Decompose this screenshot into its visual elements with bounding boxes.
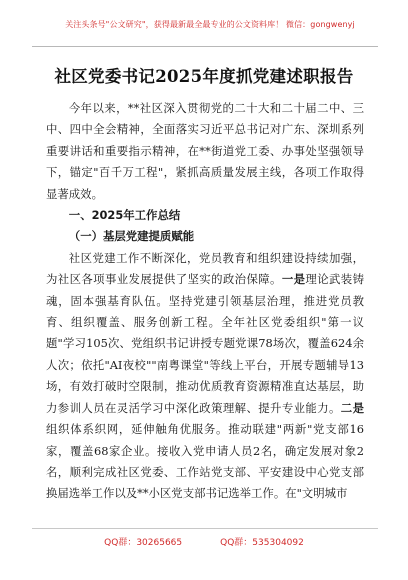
footer-qq-group-2: QQ群：535304092 xyxy=(220,538,304,548)
subsection-heading: （一）基层党建提质赋能 xyxy=(68,229,195,244)
footer xyxy=(0,535,408,548)
footer-qq-group-1: QQ群：30265665 xyxy=(104,538,183,548)
point-one-text: 理论武装铸魂，固本强基育队伍。坚持党建引领基层治理，推进党员教育、组织覆盖、服务创新工程。全年社区党委组织"第一议题"学习105次、党组织书记讲授专题党课78场次，覆盖624余人次；依托"AI夜校""南粤课堂"等线上平台，开展专题辅导13场，有效打破时空限制，推动优质教育资源精准直达基层，助力参训人员在灵活学习中深化政策理解、提升专业能力。 xyxy=(46,272,364,415)
paragraph-lead-text: 社区党建工作不断深化，党员教育和组织建设持续加强，为社区各项事业发展提供了坚实的政治保障。 xyxy=(46,250,364,287)
header-banner: 关注头条号"公文研究"，获得最新最全最专业的公文资料库！ 微信：gongwenyj xyxy=(65,20,355,29)
point-one-label: 一是 xyxy=(281,272,306,287)
section-heading: 一、2025年工作总结 xyxy=(68,208,181,223)
document-body xyxy=(46,98,364,505)
document-title: 社区党委书记2025年度抓党建述职报告 xyxy=(54,67,354,86)
intro-paragraph: 今年以来，**社区深入贯彻党的二十大和二十届二中、三中、四中全会精神，全面落实习近平总书记对广东、深圳系列重要讲话和重要指示精神，在**街道党工委、办事处坚强领导下，锚定"百千万工程"，紧抓高质量发展主线，各项工作取得显著成效。 xyxy=(46,101,364,201)
point-two-text: 组织体系织网，延伸触角优服务。推动联建"两新"党支部16家，覆盖68家企业。接收入党申请人员2名，确定发展对象2名，顺利完成社区党委、工作站党支部、平安建设中心党支部换届选举工作以及**小区党支部书记选举工作。在"文明城市 xyxy=(46,422,364,501)
header-divider xyxy=(32,46,378,47)
body-paragraph xyxy=(46,248,364,505)
point-two-label: 二是 xyxy=(340,400,364,415)
footer-divider xyxy=(32,528,378,529)
